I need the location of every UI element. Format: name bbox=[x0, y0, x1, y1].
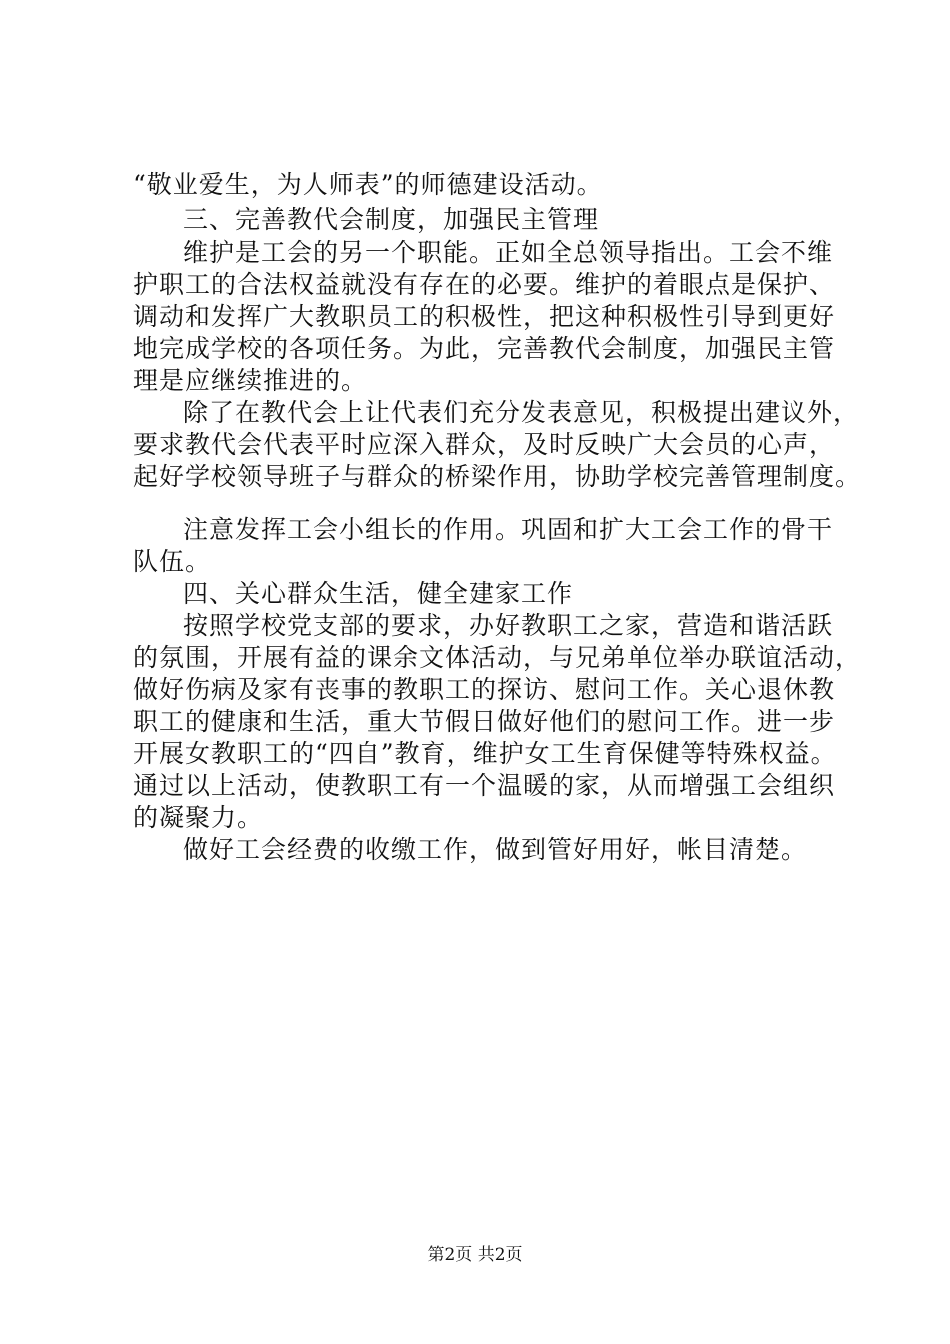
text-line: 开展女教职工的“四自”教育，维护女工生育保健等特殊权益。 bbox=[133, 739, 837, 768]
section-heading: 四、关心群众生活，健全建家工作 bbox=[183, 579, 574, 608]
text-line: 地完成学校的各项任务。为此，完善教代会制度，加强民主管 bbox=[133, 334, 836, 363]
text-line: 的凝聚力。 bbox=[133, 803, 264, 832]
text-line: “敬业爱生，为人师表”的师德建设活动。 bbox=[133, 170, 603, 199]
text-line: 护职工的合法权益就没有存在的必要。维护的着眼点是保护、 bbox=[133, 270, 836, 299]
page-number: 第2页 共2页 bbox=[427, 1245, 523, 1265]
text-line: 注意发挥工会小组长的作用。巩固和扩大工会工作的骨干 bbox=[183, 515, 834, 544]
text-line: 做好工会经费的收缴工作，做到管好用好，帐目清楚。 bbox=[183, 835, 808, 864]
text-line: 通过以上活动，使教职工有一个温暖的家，从而增强工会组织 bbox=[133, 771, 836, 800]
text-line: 按照学校党支部的要求，办好教职工之家，营造和谐活跃 bbox=[183, 611, 834, 640]
text-line: 要求教代会代表平时应深入群众，及时反映广大会员的心声， bbox=[133, 430, 836, 459]
text-line: 除了在教代会上让代表们充分发表意见，积极提出建议外， bbox=[183, 398, 860, 427]
text-line: 起好学校领导班子与群众的桥梁作用，协助学校完善管理制度。 bbox=[133, 462, 862, 491]
text-line: 维护是工会的另一个职能。正如全总领导指出。工会不维 bbox=[183, 238, 834, 267]
text-line: 职工的健康和生活，重大节假日做好他们的慰问工作。进一步 bbox=[133, 707, 836, 736]
text-line: 的氛围，开展有益的课余文体活动，与兄弟单位举办联谊活动， bbox=[133, 643, 862, 672]
text-line: 调动和发挥广大教职员工的积极性，把这种积极性引导到更好 bbox=[133, 302, 836, 331]
text-line: 队伍。 bbox=[133, 547, 212, 576]
text-line: 理是应继续推进的。 bbox=[133, 366, 368, 395]
section-heading: 三、完善教代会制度，加强民主管理 bbox=[183, 205, 600, 234]
text-line: 做好伤病及家有丧事的教职工的探访、慰问工作。关心退休教 bbox=[133, 675, 836, 704]
